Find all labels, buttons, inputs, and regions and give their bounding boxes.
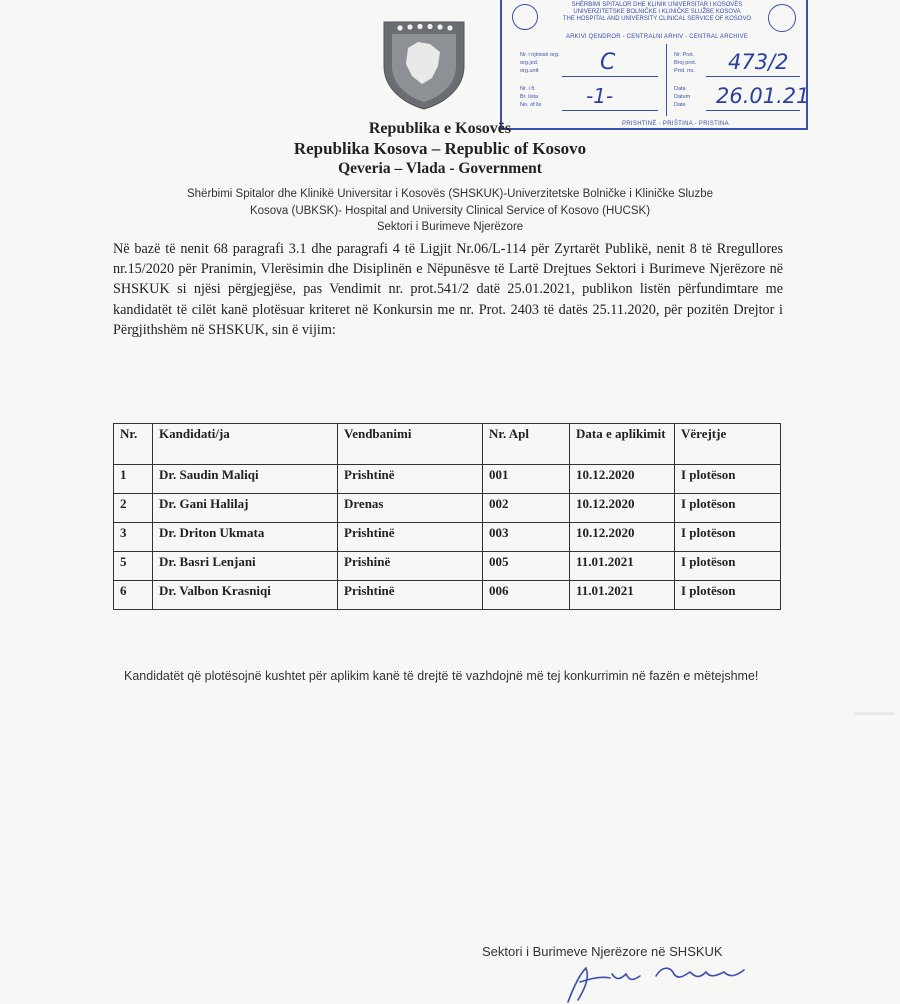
stamp-footer: PRISHTINË - PRIŠTINA - PRISTINA bbox=[622, 121, 729, 127]
stamp-archive-label: ARKIVI QENDROR - CENTRALNI ARHIV - CENTRAL ARCHIVE bbox=[565, 34, 749, 40]
stamp-date-handwritten: 26.01.21 bbox=[716, 84, 810, 108]
table-row bbox=[114, 465, 781, 494]
archive-stamp bbox=[500, 0, 808, 130]
stamp-label: Nr. i njësisë org. bbox=[520, 52, 560, 58]
stamp-label: org.jed. bbox=[520, 60, 539, 66]
handwritten-signature-icon bbox=[540, 956, 780, 1004]
cell-nr: 1 bbox=[114, 465, 153, 494]
intro-paragraph: Në bazë të nenit 68 paragrafi 3.1 dhe paragrafi 4 të Ligjit Nr.06/L-114 për Zyrtarët Publikë, nenit 8 të Rregullores nr.15/2020 për Pranimin, Vlerësimin dhe Disiplinën e Nëpunësve të Lartë Drejtues Sektori i Burimeve Njerëzore në SHSKUK si njësi përgjegjëse, pas Vendimit nr. prot.541/2 datë 25.01.2021, publikon listën përfundimtare me kandidatët të cilët kanë plotësuar kriteret në Konkursin me nr. Prot. 2403 të datës 25.11.2020, për pozitën Drejtor i Përgjithshëm në SHSKUK, sin ë vijim: bbox=[113, 241, 783, 338]
stamp-label: No. of lis bbox=[520, 102, 542, 108]
cell-candidate: Dr. Valbon Krasniqi bbox=[153, 581, 338, 610]
cell-remark: I plotëson bbox=[675, 494, 781, 523]
stamp-label: Broj prot. bbox=[674, 60, 697, 66]
cell-remark: I plotëson bbox=[675, 465, 781, 494]
stamp-header: SHËRBIMI SPITALOR DHE KLINIK UNIVERSITAR I KOSOVËS UNIVERZITETSKE BOLNIČKE I KLINIČKE SLUŽBE KOSOVA THE HOSPITAL AND UNIVERSITY CLINICAL SERVICE OF KOSOVO bbox=[562, 2, 752, 22]
cell-app-number: 005 bbox=[483, 552, 570, 581]
stamp-label: Nr. i fl. bbox=[520, 86, 536, 92]
heading-republic-multilingual: Republika Kosova – Republic of Kosovo bbox=[293, 139, 587, 158]
cell-residence: Prishinë bbox=[338, 552, 483, 581]
cell-app-date: 10.12.2020 bbox=[570, 494, 675, 523]
cell-app-number: 003 bbox=[483, 523, 570, 552]
scan-artifact bbox=[854, 712, 894, 715]
table-row bbox=[114, 494, 781, 523]
cell-app-number: 002 bbox=[483, 494, 570, 523]
heading-republic-albanian: Republika e Kosovës bbox=[368, 120, 512, 137]
signature-block-label: Sektori i Burimeve Njerëzore në SHSKUK bbox=[482, 944, 723, 959]
stamp-label: Data bbox=[674, 86, 686, 92]
stamp-label: org.unit bbox=[520, 68, 539, 74]
cell-residence: Prishtinë bbox=[338, 465, 483, 494]
column-header: Data e aplikimit bbox=[570, 424, 675, 465]
cell-app-number: 006 bbox=[483, 581, 570, 610]
cell-candidate: Dr. Basri Lenjani bbox=[153, 552, 338, 581]
cell-app-date: 10.12.2020 bbox=[570, 465, 675, 494]
cell-app-date: 11.01.2021 bbox=[570, 552, 675, 581]
heading-government: Qeveria – Vlada - Government bbox=[338, 160, 542, 177]
cell-candidate: Dr. Saudin Maliqi bbox=[153, 465, 338, 494]
column-header: Vërejtje bbox=[675, 424, 781, 465]
column-header: Vendbanimi bbox=[338, 424, 483, 465]
hospital-logo-icon bbox=[512, 4, 538, 30]
archive-seal-icon bbox=[768, 4, 796, 32]
column-header: Nr. Apl bbox=[483, 424, 570, 465]
cell-residence: Prishtinë bbox=[338, 581, 483, 610]
stamp-protocol-handwritten: 473/2 bbox=[728, 50, 789, 74]
cell-remark: I plotëson bbox=[675, 581, 781, 610]
cell-app-date: 11.01.2021 bbox=[570, 581, 675, 610]
stamp-label: Prot. no. bbox=[674, 68, 695, 74]
cell-nr: 2 bbox=[114, 494, 153, 523]
stamp-label: Br. lista bbox=[520, 94, 539, 100]
table-row bbox=[114, 523, 781, 552]
cell-residence: Prishtinë bbox=[338, 523, 483, 552]
service-name-line: Shërbimi Spitalor dhe Klinikë Universitar i Kosovës (SHSKUK)-Univerzitetske Bolničke i Kliničke Sluzbe bbox=[186, 188, 713, 200]
cell-residence: Drenas bbox=[338, 494, 483, 523]
stamp-unit-handwritten: C bbox=[600, 50, 616, 75]
cell-app-date: 10.12.2020 bbox=[570, 523, 675, 552]
cell-app-number: 001 bbox=[483, 465, 570, 494]
cell-remark: I plotëson bbox=[675, 523, 781, 552]
cell-nr: 3 bbox=[114, 523, 153, 552]
service-name-line: Kosova (UBKSK)- Hospital and University Clinical Service of Kosovo (HUCSK) bbox=[249, 205, 651, 217]
candidates-table bbox=[113, 423, 781, 610]
cell-nr: 6 bbox=[114, 581, 153, 610]
closing-statement: Kandidatët që plotësojnë kushtet për aplikim kanë të drejtë të vazhdojnë më tej konkurrimin në fazën e mëtejshme! bbox=[124, 669, 759, 683]
table-header-row bbox=[114, 424, 781, 465]
table-row bbox=[114, 581, 781, 610]
stamp-label: Date bbox=[674, 102, 686, 108]
cell-remark: I plotëson bbox=[675, 552, 781, 581]
stamp-sheets-handwritten: -1- bbox=[586, 84, 614, 108]
column-header: Nr. bbox=[114, 424, 153, 465]
cell-candidate: Dr. Driton Ukmata bbox=[153, 523, 338, 552]
stamp-label: Datum bbox=[674, 94, 691, 100]
department-name: Sektori i Burimeve Njerëzore bbox=[376, 221, 524, 233]
kosovo-emblem-icon bbox=[378, 14, 470, 110]
table-row bbox=[114, 552, 781, 581]
cell-nr: 5 bbox=[114, 552, 153, 581]
stamp-label: Nr. Prot. bbox=[674, 52, 695, 58]
cell-candidate: Dr. Gani Halilaj bbox=[153, 494, 338, 523]
column-header: Kandidati/ja bbox=[153, 424, 338, 465]
